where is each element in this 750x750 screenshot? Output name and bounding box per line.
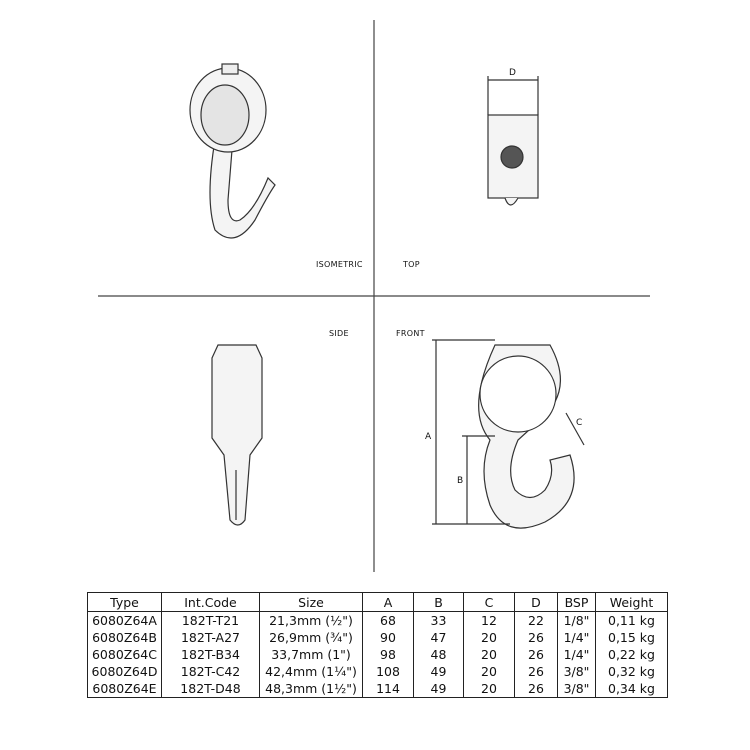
- table-cell: 6080Z64E: [88, 680, 162, 698]
- table-cell: 182T-A27: [162, 629, 260, 646]
- table-cell: 22: [515, 612, 558, 630]
- col-d: D: [515, 593, 558, 612]
- table-cell: 21,3mm (½"): [260, 612, 363, 630]
- table-cell: 6080Z64D: [88, 663, 162, 680]
- table-cell: 42,4mm (1¼"): [260, 663, 363, 680]
- col-int-code: Int.Code: [162, 593, 260, 612]
- table-cell: 26,9mm (¾"): [260, 629, 363, 646]
- dim-c: C: [576, 418, 583, 428]
- table-cell: 6080Z64A: [88, 612, 162, 630]
- col-bsp: BSP: [558, 593, 596, 612]
- table-cell: 33,7mm (1"): [260, 646, 363, 663]
- table-cell: 49: [414, 663, 464, 680]
- specs-table: [87, 592, 668, 698]
- table-row: [88, 680, 668, 698]
- table-row: [88, 629, 668, 646]
- dim-a: A: [425, 432, 432, 442]
- table-cell: 3/8": [558, 663, 596, 680]
- label-top: TOP: [403, 260, 420, 269]
- col-b: B: [414, 593, 464, 612]
- table-cell: 20: [464, 646, 515, 663]
- table-cell: 114: [363, 680, 414, 698]
- table-cell: 20: [464, 663, 515, 680]
- table-cell: 6080Z64B: [88, 629, 162, 646]
- table-cell: 0,15 kg: [596, 629, 668, 646]
- table-cell: 3/8": [558, 680, 596, 698]
- table-cell: 1/8": [558, 612, 596, 630]
- table-cell: 68: [363, 612, 414, 630]
- table-cell: 182T-D48: [162, 680, 260, 698]
- table-cell: 49: [414, 680, 464, 698]
- table-cell: 33: [414, 612, 464, 630]
- table-row: [88, 612, 668, 630]
- table-cell: 26: [515, 680, 558, 698]
- isometric-view: [190, 64, 275, 238]
- col-a: A: [363, 593, 414, 612]
- label-side: SIDE: [329, 329, 349, 338]
- table-cell: 48: [414, 646, 464, 663]
- table-cell: 108: [363, 663, 414, 680]
- table-header: [88, 593, 668, 612]
- dim-d: D: [509, 68, 517, 78]
- table-cell: 1/4": [558, 646, 596, 663]
- table-cell: 182T-T21: [162, 612, 260, 630]
- table-cell: 48,3mm (1½"): [260, 680, 363, 698]
- table-cell: 0,34 kg: [596, 680, 668, 698]
- table-cell: 26: [515, 663, 558, 680]
- table-cell: 182T-C42: [162, 663, 260, 680]
- table-row: [88, 663, 668, 680]
- col-weight: Weight: [596, 593, 668, 612]
- table-cell: 26: [515, 629, 558, 646]
- table-cell: 98: [363, 646, 414, 663]
- table-cell: 0,32 kg: [596, 663, 668, 680]
- table-cell: 90: [363, 629, 414, 646]
- front-view: [432, 340, 584, 528]
- table-cell: 0,22 kg: [596, 646, 668, 663]
- table-cell: 20: [464, 680, 515, 698]
- col-c: C: [464, 593, 515, 612]
- col-type: Type: [88, 593, 162, 612]
- table-cell: 12: [464, 612, 515, 630]
- table-cell: 26: [515, 646, 558, 663]
- label-isometric: ISOMETRIC: [316, 260, 363, 269]
- col-size: Size: [260, 593, 363, 612]
- table-cell: 182T-B34: [162, 646, 260, 663]
- table-cell: 20: [464, 629, 515, 646]
- table-cell: 6080Z64C: [88, 646, 162, 663]
- top-view: [488, 76, 538, 205]
- label-front: FRONT: [396, 329, 425, 338]
- table-cell: 1/4": [558, 629, 596, 646]
- dim-b: B: [457, 476, 464, 486]
- table-cell: 47: [414, 629, 464, 646]
- table-row: [88, 646, 668, 663]
- table-cell: 0,11 kg: [596, 612, 668, 630]
- side-view: [212, 345, 262, 525]
